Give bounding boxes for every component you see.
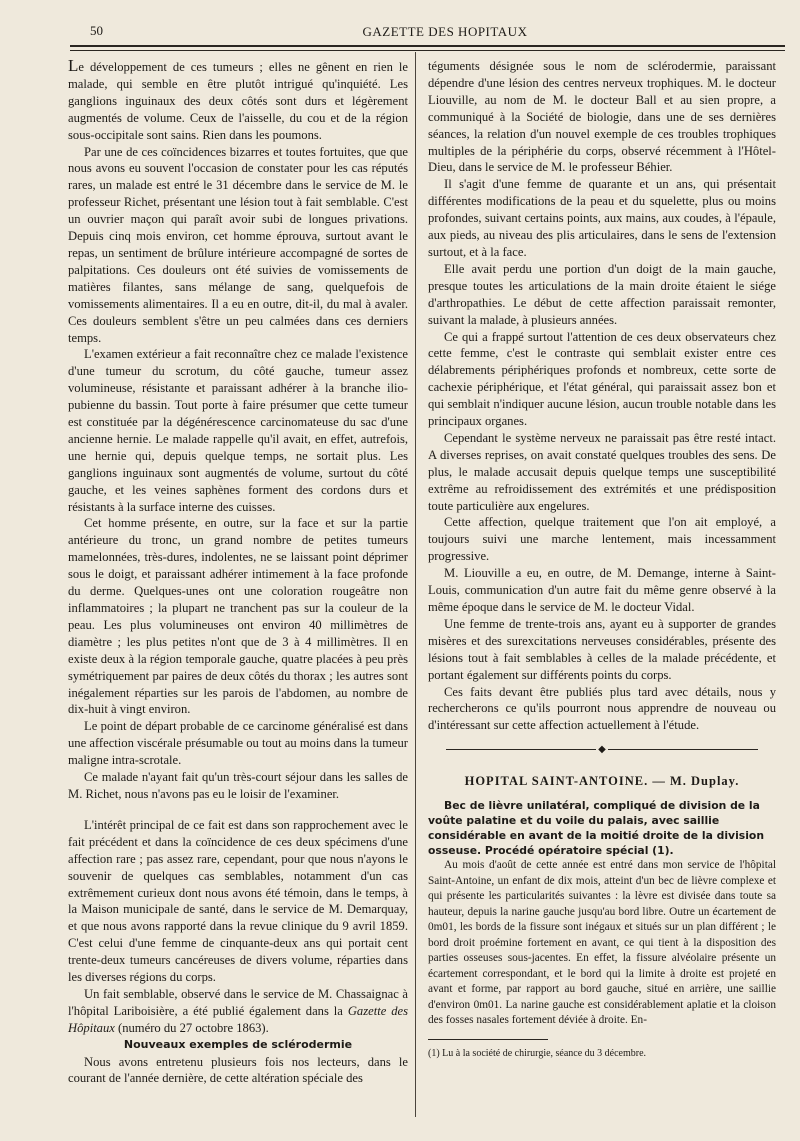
spacer xyxy=(68,803,408,817)
paragraph-text: Un fait semblable, observé dans le service de M. Chassaignac à l'hôpital Lariboisière, a été publié également dans la xyxy=(68,986,408,1018)
paragraph: téguments désignée sous le nom de sclérodermie, paraissant dépendre d'une lésion des centres nerveux trophiques. M. le docteur Liouville, au nom de M. le docteur Ball et au sien propre, a communiqué à la Société de biologie, dans une de ses dernières séances, la relation d'un nouvel exemple de ces troubles trophiques multiples de la périphérie du corps, observé récemment à l'Hôtel-Dieu, dans le service de M. le professeur Béhier. xyxy=(428,59,776,175)
header-rule xyxy=(70,45,785,51)
left-column xyxy=(68,58,408,1087)
paragraph: L'examen extérieur a fait reconnaître chez ce malade l'existence d'une tumeur du scrotum, du côté gauche, tumeur assez volumineuse, résistante et paraissant adhérer à la branche ilio-pubienne du bassin. Tout porte à faire présumer que cette tumeur est constituée par la dégénérescence carcinomateuse du sac d'une ancienne hernie. Le malade rappelle qu'il avait, en effet, autrefois, une hernie qui, depuis quelque temps, ne sortait plus. Les ganglions inguinaux sont augmentés de volume, surtout du côté gauche, et les veines saphènes forment des cordons durs et résistants à la surface interne des cuisses. xyxy=(68,347,408,514)
paragraph xyxy=(68,986,408,1037)
paragraph xyxy=(68,58,408,144)
paragraph: Le point de départ probable de ce carcinome généralisé est dans une affection viscérale présumable ou tout au moins dans la tumeur maligne intra-scrotale. xyxy=(68,719,408,768)
paragraph: Il s'agit d'une femme de quarante et un ans, qui présentait différentes modifications de la peau et du squelette, plus ou moins profondes, suivant certains points, aux mains, aux coudes, à l'épaule, aux pieds, au niveau des plis articulaires, dans le sens de l'extension surtout, et à la face. xyxy=(428,177,776,259)
paragraph-text: (numéro du 27 octobre 1863). xyxy=(114,1020,269,1035)
paragraph: M. Liouville a eu, en outre, de M. Demange, interne à Saint-Louis, communication d'un autre fait du même genre observé à la même époque dans le service de M. le docteur Vidal. xyxy=(428,566,776,614)
paragraph: Une femme de trente-trois ans, ayant eu à supporter de grandes misères et des surexcitations nerveuses considérables, présente des lésions tout à fait semblables à celles de la malade précédente, et portant également sur différents points du corps. xyxy=(428,616,776,682)
paragraph: Elle avait perdu une portion d'un doigt de la main gauche, presque toutes les articulations de la main droite étaient le siége d'arthropathies. Le début de cette affection paraissait remonter, suivant la malade, à plusieurs années. xyxy=(428,261,776,327)
section-separator: ◆ xyxy=(428,742,776,759)
paragraph: Par une de ces coïncidences bizarres et toutes fortuites, que que nous avons eu souvent l'occasion de constater pour les cas réputés rares, un malade est entré le 31 décembre dans le service de M. le professeur Richet, présentant une lésion tout à fait semblable. C'est un ouvrier maçon qui paraît avoir subi de longues privations. Depuis cinq mois environ, cet homme éprouva, surtout avant le repas, un sentiment de brûlure intérieure accompagné de sortes de palpitations. Ces douleurs ont été suivies de vomissements de matières filantes, sans mélange de sang, quelquefois de vomissements alimentaires. Il a eu en outre, dit-il, du mal à avaler. Ces douleurs semblent s'être un peu calmées dans ces derniers temps. xyxy=(68,144,408,345)
journal-title: GAZETTE DES HOPITAUX xyxy=(362,24,528,39)
paragraph-text: e développement de ces tumeurs ; elles ne gênent en rien le malade, qui semble en être plutôt intrigué qu'inquiété. Les ganglions inguinaux des deux côtés sont durs et légèrement augmentés de volume. Ceux de l'aisselle, du cou et de la région sous-occipitale sont sains. Rien dans les poumons. xyxy=(68,60,408,142)
paragraph: Cet homme présente, en outre, sur la face et sur la partie antérieure du tronc, un grand nombre de petites tumeurs mamelonnées, très-dures, indolentes, ne se laissant point déprimer sous le doigt, et paraissant adhérer intimement à la face profonde du derme. Quelques-unes ont une coloration rougeâtre non inflammatoires ; la plupart ne tranchent pas sur la couleur de la peau. Les plus volumineuses ont environ 40 millimètres de diamètre ; les plus petites n'ont que de 3 à 4 millimètres. Il en existe deux à la région temporale gauche, quatre placées à peu près symétriquement par paires de deux côtés du thorax ; les autres sont inégalement réparties sur les parois de l'abdomen, au nombre de dix-huit à vingt environ. xyxy=(68,516,408,717)
paragraph: Cependant le système nerveux ne paraissait pas être resté intact. A diverses reprises, on avait constaté quelques troubles des sens. De plus, le malade accusait depuis quelque temps une susceptibilité extrême au refroidissement des extrémités et une prédisposition toute particulière aux engelures. xyxy=(428,430,776,513)
footnote: (1) Lu à la société de chirurgie, séance du 3 décembre. xyxy=(428,1047,647,1059)
case-title: Bec de lièvre unilatéral, compliqué de division de la voûte palatine et du voile du palais, avec saillie considérable en avant de la moitié droite de la division osseuse. Procédé opératoire spécial (1). xyxy=(428,799,765,858)
paragraph: L'intérêt principal de ce fait est dans son rapprochement avec le fait précédent et dans la coïncidence de ces deux spécimens d'une affection rare ; pas assez rare, cependant, pour que nous n'ayons le souvenir de quelques cas semblables, notamment d'un cas extrêmement curieux dont nous avons été témoin, dans le temps, à la Maison municipale de santé, dans le service de M. Demarquay, et que nous avons rapporté dans la revue clinique du 9 avril 1859. C'est celui d'une femme de cinquante-deux ans qui portait cent trente-deux tumeurs cancéreuses de divers volume, réparties dans les diverses régions du corps. xyxy=(68,817,408,985)
right-column xyxy=(428,58,776,1062)
page-number: 50 xyxy=(90,23,103,38)
drop-cap: L xyxy=(68,56,79,75)
paragraph: Ce qui a frappé surtout l'attention de ces deux observateurs chez cette femme, c'est le contraste qui semblait exister entre ces délabrements périphériques profonds et nombreux, cette sorte de cachexie périphérique, et l'état général, qui paraissait assez bon et qui semblait n'indiquer aucune lésion, aucun trouble notable dans les principaux organes. xyxy=(428,329,776,429)
paragraph: Nous avons entretenu plusieurs fois nos lecteurs, dans le courant de l'année dernière, de cette altération spéciale des xyxy=(68,1054,408,1086)
hospital-heading: HOPITAL SAINT-ANTOINE. — M. Duplay. xyxy=(464,774,740,789)
page-header xyxy=(60,18,780,42)
paragraph: Ces faits devant être publiés plus tard avec détails, nous y rechercherons ce qu'ils pourront nous apprendre de nouveau ou d'intéressant sur cette affection actuellement à l'étude. xyxy=(428,684,776,733)
journal-reference: Gazette des Hôpitaux xyxy=(68,1003,408,1035)
section-subheading: Nouveaux exemples de sclérodermie xyxy=(123,1037,353,1051)
column-divider xyxy=(415,52,416,1117)
paragraph: Au mois d'août de cette année est entré dans mon service de l'hôpital Saint-Antoine, un enfant de dix mois, atteint d'un bec de lièvre complexe et qui présente les particularités suivantes : la lèvre est divisée dans toute sa hauteur, depuis la narine gauche jusqu'au bord libre. Outre un écartement de 0m01, les bords de la fissure sont inégaux et situés sur un plan différent ; le bord droit proémine fortement en avant, ce qui tient à la disposition des parties osseuses sous-jacentes. En effet, la fissure alvéolaire présente un écartement correspondant, et le bord qui la limite à droite est projeté en avant et forme, par rapport au bord gauche, situé en arrière, une saillie d'environ 0m01. La narine gauche est considérablement aplatie et la cloison des fosses nasales fortement déviée à droite. En- xyxy=(428,859,776,1027)
footnote-rule xyxy=(428,1039,548,1040)
paragraph: Ce malade n'ayant fait qu'un très-court séjour dans les salles de M. Richet, nous n'avons pas eu le loisir de l'examiner. xyxy=(68,770,408,801)
paragraph: Cette affection, quelque traitement que l'on ait employé, a toujours suivi une marche lentement, mais incessamment progressive. xyxy=(428,515,776,564)
